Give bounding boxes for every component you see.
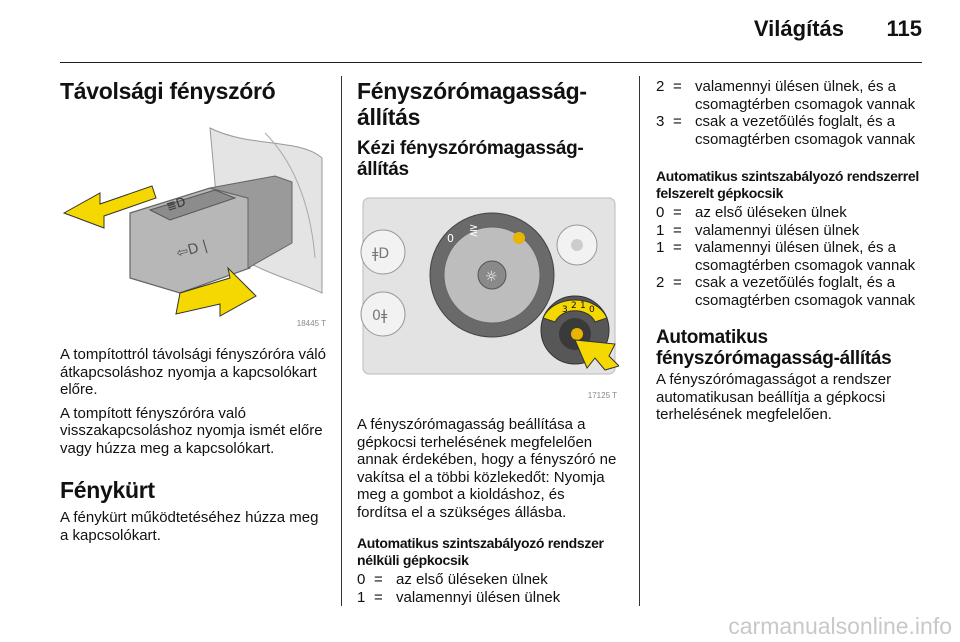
stalk-illustration <box>60 118 328 328</box>
svg-text:⋛: ⋛ <box>469 224 479 237</box>
load-position-list <box>357 571 617 606</box>
heading-headlight-range: Fényszórómagasság-állítás <box>357 78 587 130</box>
dial-label: 1 <box>580 301 586 311</box>
list-item: 2 = valamennyi ülésen ülnek, és a csomagtérben csomagok vannak <box>656 78 916 113</box>
heading-manual-range: Kézi fényszórómagasság-állítás <box>357 138 584 180</box>
svg-text:⇦D |: ⇦D | <box>174 237 210 262</box>
heading-flash: Fénykürt <box>60 477 155 503</box>
dial-label: 3 <box>562 305 568 315</box>
figure-stalk <box>60 118 328 328</box>
dial-label: 0 <box>589 305 595 315</box>
paragraph: A tompítottról távolsági fényszóróra váló átkapcsoláshoz nyomja a kapcsolókart előre. <box>60 346 326 398</box>
list-item: 1 = valamennyi ülésen ülnek <box>357 588 561 606</box>
section-title: Világítás <box>753 16 844 41</box>
page-header <box>60 0 922 63</box>
paragraph: A fénykürt működtetéséhez húzza meg a kapcsolókart. <box>60 509 319 544</box>
svg-text:0ǂ: 0ǂ <box>372 308 388 324</box>
list-item: 3 = csak a vezetőülés foglalt, és a csomagtérben csomagok vannak <box>656 113 916 148</box>
heading-no-auto-level: Automatikus szintszabályozó rendszer nélküli gépkocsik <box>357 535 604 568</box>
svg-text:≣D: ≣D <box>164 194 188 214</box>
paragraph: A tompított fényszóróra való visszakapcsoláshoz nyomja ismét előre vagy húzza meg a kapcsolókart. <box>60 404 323 457</box>
list-item: 0 = az első üléseken ülnek <box>357 571 548 588</box>
light-switch-illustration <box>357 190 619 400</box>
column-3 <box>656 78 922 430</box>
auto-level-position-list <box>656 204 922 309</box>
load-position-list-continued <box>656 78 922 148</box>
column-1 <box>60 78 328 550</box>
heading-high-beam: Távolsági fényszóró <box>60 78 276 104</box>
figure-code: 17125 T <box>587 391 617 400</box>
column-divider <box>639 76 640 606</box>
list-item: 1 = valamennyi ülésen ülnek <box>656 221 860 239</box>
dial-label: 0 <box>447 232 454 245</box>
column-divider <box>341 76 342 606</box>
svg-text:☼: ☼ <box>485 269 498 285</box>
list-item: 1 = valamennyi ülésen ülnek, és a csomagtérben csomagok vannak <box>656 239 916 274</box>
list-item: 0 = az első üléseken ülnek <box>656 204 847 221</box>
heading-auto-range: Automatikus fényszórómagasság-állítás <box>656 327 892 369</box>
figure-code: 18445 T <box>296 319 326 328</box>
svg-text:ǂD: ǂD <box>372 246 390 262</box>
page-number: 115 <box>886 16 922 41</box>
column-2 <box>357 78 617 614</box>
paragraph: A fényszórómagasságot a rendszer automatikusan beállítja a gépkocsi terhelésének megfelelően. <box>656 371 892 423</box>
list-item: 2 = csak a vezetőülés foglalt, és a csomagtérben csomagok vannak <box>656 274 916 309</box>
dial-label: 2 <box>571 301 577 311</box>
heading-auto-level: Automatikus szintszabályozó rendszerrel felszerelt gépkocsik <box>656 168 919 201</box>
figure-light-switch <box>357 190 619 400</box>
paragraph: A fényszórómagasság beállítása a gépkocsi terhelésének megfelelően annak érdekében, hogy a fényszóró ne vakítsa el a többi közlekedőt: Nyomja meg a gombot a kioldáshoz, és fordítsa el a szükséges állásba. <box>357 416 617 521</box>
watermark: carmanualsonline.info <box>728 613 952 639</box>
